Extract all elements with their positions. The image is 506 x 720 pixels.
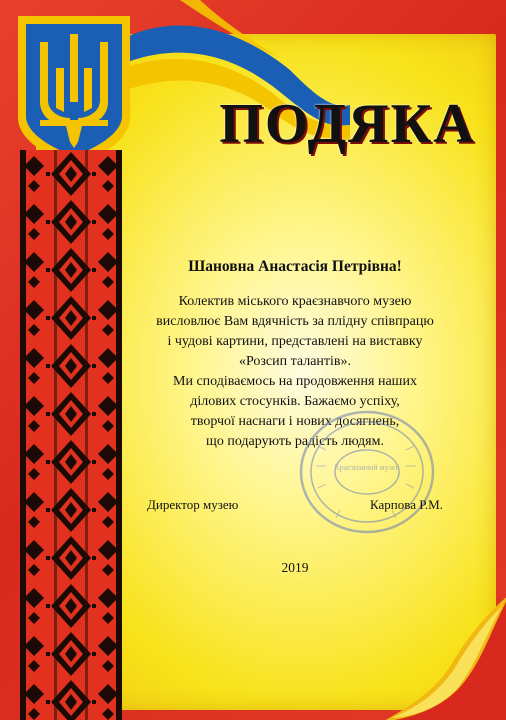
signatory-role: Директор музею xyxy=(147,497,239,512)
body-line: «Розсип талантів». xyxy=(238,354,352,369)
body-line: і чудові картини, представлені на виставку xyxy=(167,334,423,349)
body-line: ділових стосунків. Бажаємо успіху, xyxy=(190,394,400,409)
trident-emblem-icon xyxy=(10,8,138,168)
museum-stamp xyxy=(296,406,438,538)
page-curl xyxy=(362,592,506,720)
body-line: що подарують радість людям. xyxy=(206,434,384,449)
body-line: висловлює Вам вдячність за плідну співпрацю xyxy=(156,314,434,329)
salutation: Шановна Анастасія Петрівна! xyxy=(188,258,402,275)
signatory-name: Карпова Р.М. xyxy=(370,497,443,512)
document-year: 2019 xyxy=(281,560,309,575)
embroidery-ornament xyxy=(20,150,122,720)
body-line: Ми сподіваємось на продовження наших xyxy=(173,374,417,389)
body-line: Колектив міського краєзнавчого музею xyxy=(178,294,412,309)
stamp-text: Краєзнавчий музей xyxy=(334,463,400,472)
body-line: творчої наснаги і нових досягнень, xyxy=(190,414,400,429)
document-title: ПОДЯКА xyxy=(219,93,476,155)
